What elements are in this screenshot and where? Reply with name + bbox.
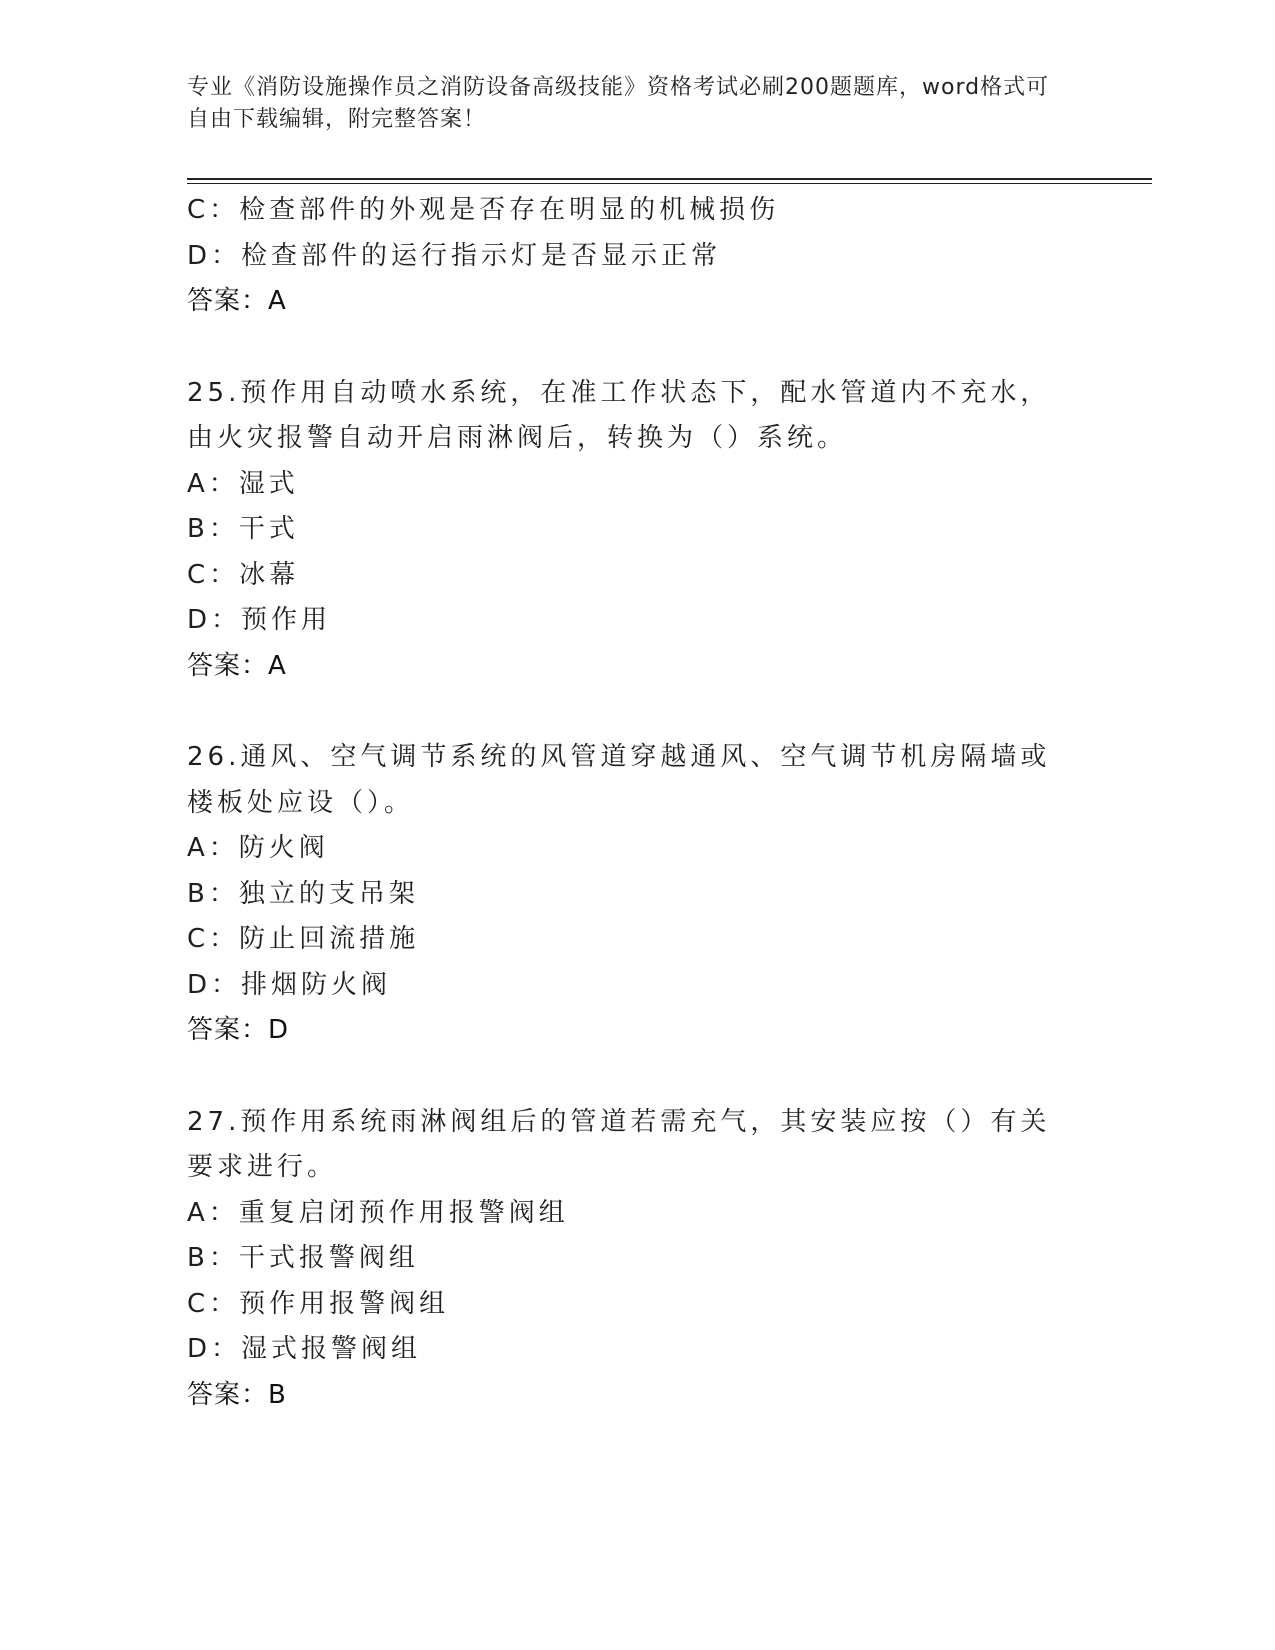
spacer [187, 1054, 1077, 1100]
spacer [187, 325, 1077, 371]
question-text: 27.预作用系统雨淋阀组后的管道若需充气，其安装应按（）有关要求进行。 [187, 1106, 1051, 1182]
option-a: A：防火阀 [187, 833, 329, 863]
header-text: 专业《消防设施操作员之消防设备高级技能》资格考试必刷200题题库，word格式可自由下载编辑，附完整答案！ [187, 75, 1050, 132]
document-header [187, 72, 1067, 136]
option-b: B：独立的支吊架 [187, 878, 419, 909]
option-a: A：重复启闭预作用报警阀组 [187, 1197, 569, 1228]
option-d: D：排烟防火阀 [187, 969, 392, 1000]
answer-line: 答案：A [187, 650, 287, 681]
spacer [187, 689, 1077, 735]
header-rule-thick [187, 178, 1152, 180]
answer-line: 答案：D [187, 1015, 290, 1045]
question-text: 26.通风、空气调节系统的风管道穿越通风、空气调节机房隔墙或楼板处应设（）。 [187, 742, 1051, 818]
partial-question [187, 188, 1077, 325]
option-c: C：检查部件的外观是否存在明显的机械损伤 [187, 195, 780, 225]
question-27 [187, 1100, 1077, 1419]
option-c: C：冰幕 [187, 559, 300, 590]
option-c: C：预作用报警阀组 [187, 1288, 450, 1319]
header-rule-thin [187, 183, 1152, 184]
question-26 [187, 735, 1077, 1054]
option-d: D：预作用 [187, 605, 332, 635]
question-content [187, 188, 1077, 1418]
option-a: A：湿式 [187, 468, 299, 499]
question-text: 25.预作用自动喷水系统，在准工作状态下，配水管道内不充水，由火灾报警自动开启雨淋阀后，转换为（）系统。 [187, 377, 1051, 453]
option-b: B：干式 [187, 514, 299, 544]
answer-line: 答案：A [187, 286, 287, 316]
option-b: B：干式报警阀组 [187, 1243, 419, 1273]
question-25 [187, 371, 1077, 690]
answer-line: 答案：B [187, 1379, 287, 1410]
option-d: D：检查部件的运行指示灯是否显示正常 [187, 240, 722, 271]
option-d: D：湿式报警阀组 [187, 1334, 422, 1364]
option-c: C：防止回流措施 [187, 924, 420, 954]
